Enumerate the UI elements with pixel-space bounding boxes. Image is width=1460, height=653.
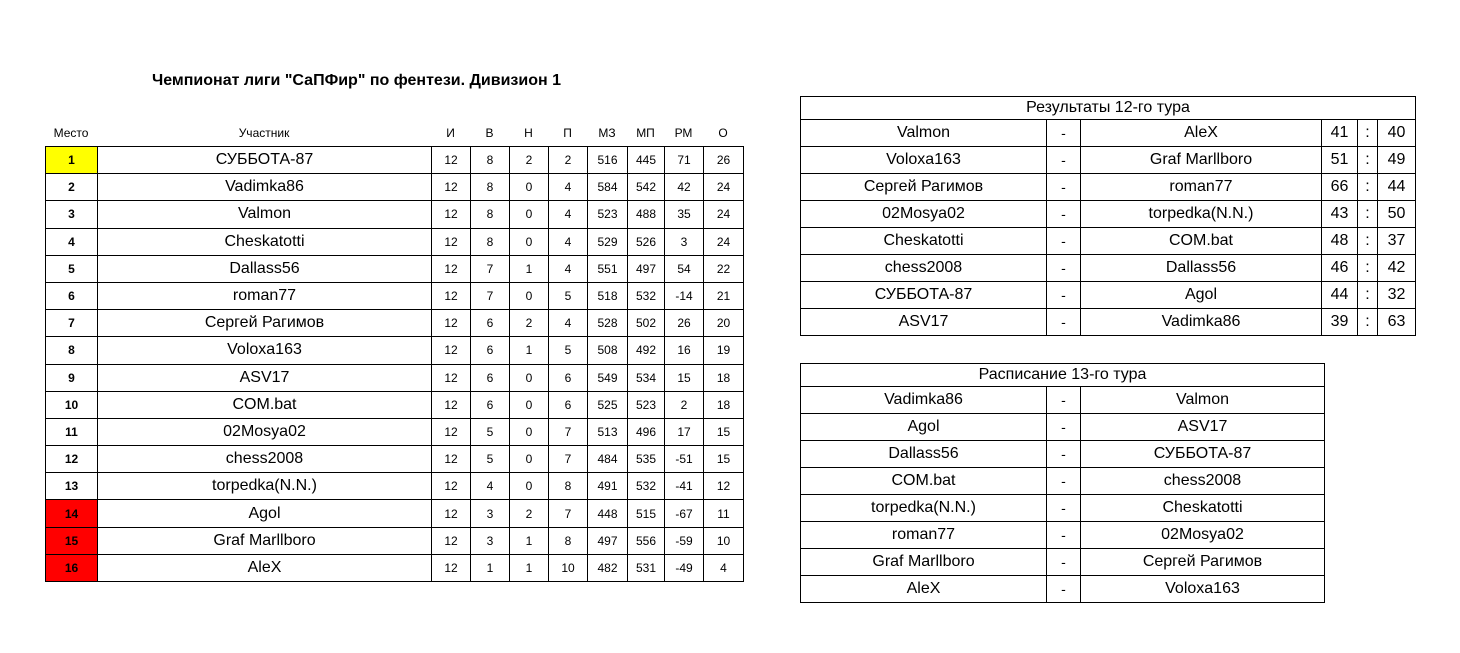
header-participant: Участник (238, 126, 290, 140)
schedule-cell-sep: - (1047, 576, 1081, 603)
results-cell-away: AleX (1081, 120, 1322, 147)
standings-cell-points: 19 (704, 337, 744, 364)
standings-cell-points: 24 (704, 174, 744, 201)
standings-cell-place: 6 (46, 282, 98, 309)
results-cell-away-score: 32 (1378, 282, 1416, 309)
standings-cell-games: 12 (432, 147, 471, 174)
results-row (801, 147, 1416, 174)
results-cell-away-score: 50 (1378, 201, 1416, 228)
standings-cell-points: 15 (704, 418, 744, 445)
results-cell-colon: : (1358, 174, 1378, 201)
standings-cell-conceded: 532 (628, 282, 665, 309)
results-cell-home: Voloxa163 (801, 147, 1047, 174)
standings-cell-draws: 2 (510, 310, 549, 337)
standings-cell-games: 12 (432, 282, 471, 309)
standings-cell-wins: 5 (471, 446, 510, 473)
schedule-row (801, 522, 1325, 549)
standings-cell-losses: 10 (549, 554, 588, 581)
standings-cell-draws: 0 (510, 391, 549, 418)
standings-cell-diff: 42 (665, 174, 704, 201)
standings-cell-draws: 0 (510, 446, 549, 473)
standings-cell-scored: 497 (588, 527, 628, 554)
results-cell-away: COM.bat (1081, 228, 1322, 255)
results-cell-home-score: 39 (1322, 309, 1358, 336)
standings-cell-place: 16 (46, 554, 98, 581)
standings-cell-diff: 17 (665, 418, 704, 445)
results-row (801, 120, 1416, 147)
results-cell-home-score: 48 (1322, 228, 1358, 255)
results-cell-home: 02Mosya02 (801, 201, 1047, 228)
schedule-cell-sep: - (1047, 495, 1081, 522)
results-cell-home-score: 44 (1322, 282, 1358, 309)
results-cell-away-score: 42 (1378, 255, 1416, 282)
schedule-cell-sep: - (1047, 387, 1081, 414)
standings-cell-scored: 518 (588, 282, 628, 309)
standings-cell-diff: 15 (665, 364, 704, 391)
results-cell-colon: : (1358, 309, 1378, 336)
header-diff: РМ (674, 126, 693, 140)
standings-cell-name: Agol (98, 500, 432, 527)
standings-cell-wins: 4 (471, 473, 510, 500)
standings-cell-losses: 4 (549, 310, 588, 337)
header-losses: П (563, 126, 572, 140)
standings-row (46, 174, 744, 201)
schedule-row (801, 576, 1325, 603)
standings-cell-points: 12 (704, 473, 744, 500)
results-cell-sep: - (1047, 147, 1081, 174)
standings-cell-games: 12 (432, 473, 471, 500)
standings-cell-scored: 523 (588, 201, 628, 228)
standings-cell-scored: 484 (588, 446, 628, 473)
results-cell-away-score: 63 (1378, 309, 1416, 336)
results-cell-home: chess2008 (801, 255, 1047, 282)
standings-cell-draws: 1 (510, 255, 549, 282)
standings-cell-place: 2 (46, 174, 98, 201)
standings-cell-scored: 516 (588, 147, 628, 174)
standings-cell-wins: 6 (471, 391, 510, 418)
standings-cell-wins: 8 (471, 147, 510, 174)
standings-cell-draws: 1 (510, 527, 549, 554)
standings-cell-games: 12 (432, 201, 471, 228)
results-cell-away-score: 40 (1378, 120, 1416, 147)
standings-cell-games: 12 (432, 255, 471, 282)
results-cell-sep: - (1047, 120, 1081, 147)
header-games: И (446, 126, 455, 140)
standings-cell-scored: 508 (588, 337, 628, 364)
results-cell-away: Dallass56 (1081, 255, 1322, 282)
standings-cell-diff: 35 (665, 201, 704, 228)
standings-cell-name: Cheskatotti (98, 228, 432, 255)
results-cell-away: Agol (1081, 282, 1322, 309)
standings-cell-points: 26 (704, 147, 744, 174)
standings-cell-place: 4 (46, 228, 98, 255)
standings-cell-wins: 8 (471, 228, 510, 255)
results-cell-colon: : (1358, 282, 1378, 309)
results-cell-home-score: 41 (1322, 120, 1358, 147)
standings-cell-name: AleX (98, 554, 432, 581)
schedule-cell-home: Graf Marllboro (801, 549, 1047, 576)
standings-cell-losses: 4 (549, 174, 588, 201)
standings-cell-name: chess2008 (98, 446, 432, 473)
standings-row (46, 201, 744, 228)
standings-cell-points: 11 (704, 500, 744, 527)
standings-cell-scored: 482 (588, 554, 628, 581)
standings-cell-games: 12 (432, 446, 471, 473)
results-cell-home-score: 66 (1322, 174, 1358, 201)
standings-cell-name: torpedka(N.N.) (98, 473, 432, 500)
standings-cell-name: Vadimka86 (98, 174, 432, 201)
standings-cell-points: 24 (704, 201, 744, 228)
standings-cell-diff: 2 (665, 391, 704, 418)
standings-cell-losses: 4 (549, 201, 588, 228)
standings-row (46, 500, 744, 527)
standings-cell-conceded: 531 (628, 554, 665, 581)
standings-header (45, 126, 745, 144)
standings-cell-diff: 26 (665, 310, 704, 337)
standings-cell-diff: -41 (665, 473, 704, 500)
page-title: Чемпионат лиги "СаПФир" по фентези. Дивизион 1 (152, 72, 561, 89)
standings-cell-place: 13 (46, 473, 98, 500)
results-cell-sep: - (1047, 255, 1081, 282)
standings-cell-conceded: 496 (628, 418, 665, 445)
schedule-cell-away: СУББОТА-87 (1081, 441, 1325, 468)
standings-cell-draws: 0 (510, 174, 549, 201)
schedule-cell-sep: - (1047, 549, 1081, 576)
standings-cell-name: ASV17 (98, 364, 432, 391)
standings-cell-wins: 3 (471, 527, 510, 554)
standings-cell-games: 12 (432, 391, 471, 418)
results-row (801, 228, 1416, 255)
schedule-row (801, 495, 1325, 522)
results-table (800, 96, 1416, 336)
standings-cell-losses: 6 (549, 391, 588, 418)
schedule-cell-sep: - (1047, 441, 1081, 468)
schedule-table (800, 363, 1325, 603)
standings-cell-conceded: 532 (628, 473, 665, 500)
schedule-cell-away: chess2008 (1081, 468, 1325, 495)
standings-cell-conceded: 523 (628, 391, 665, 418)
standings-cell-name: Valmon (98, 201, 432, 228)
standings-cell-wins: 8 (471, 174, 510, 201)
standings-row (46, 147, 744, 174)
standings-row (46, 255, 744, 282)
standings-cell-name: Graf Marllboro (98, 527, 432, 554)
standings-cell-name: COM.bat (98, 391, 432, 418)
standings-cell-place: 9 (46, 364, 98, 391)
standings-row (46, 310, 744, 337)
standings-cell-wins: 6 (471, 364, 510, 391)
standings-cell-losses: 4 (549, 228, 588, 255)
results-cell-sep: - (1047, 309, 1081, 336)
standings-cell-games: 12 (432, 418, 471, 445)
standings-cell-name: Сергей Рагимов (98, 310, 432, 337)
standings-cell-games: 12 (432, 554, 471, 581)
standings-row (46, 554, 744, 581)
standings-cell-scored: 549 (588, 364, 628, 391)
standings-cell-conceded: 526 (628, 228, 665, 255)
results-row (801, 201, 1416, 228)
results-cell-away: roman77 (1081, 174, 1322, 201)
header-wins: В (485, 126, 494, 140)
standings-cell-wins: 7 (471, 255, 510, 282)
standings-cell-scored: 491 (588, 473, 628, 500)
standings-cell-scored: 513 (588, 418, 628, 445)
schedule-cell-away: 02Mosya02 (1081, 522, 1325, 549)
standings-cell-name: roman77 (98, 282, 432, 309)
standings-cell-scored: 448 (588, 500, 628, 527)
standings-cell-diff: -14 (665, 282, 704, 309)
standings-cell-conceded: 534 (628, 364, 665, 391)
standings-cell-points: 18 (704, 364, 744, 391)
schedule-cell-away: Сергей Рагимов (1081, 549, 1325, 576)
schedule-cell-home: AleX (801, 576, 1047, 603)
header-place: Место (53, 126, 89, 140)
results-cell-sep: - (1047, 174, 1081, 201)
standings-cell-conceded: 488 (628, 201, 665, 228)
results-cell-colon: : (1358, 255, 1378, 282)
standings-cell-losses: 6 (549, 364, 588, 391)
standings-cell-place: 10 (46, 391, 98, 418)
schedule-cell-sep: - (1047, 522, 1081, 549)
schedule-cell-away: Cheskatotti (1081, 495, 1325, 522)
results-cell-sep: - (1047, 228, 1081, 255)
schedule-row (801, 441, 1325, 468)
standings-cell-conceded: 502 (628, 310, 665, 337)
standings-cell-games: 12 (432, 364, 471, 391)
standings-cell-points: 20 (704, 310, 744, 337)
standings-cell-points: 21 (704, 282, 744, 309)
standings-cell-wins: 5 (471, 418, 510, 445)
standings-cell-place: 15 (46, 527, 98, 554)
results-row (801, 255, 1416, 282)
standings-row (46, 364, 744, 391)
results-cell-home: ASV17 (801, 309, 1047, 336)
standings-cell-losses: 4 (549, 255, 588, 282)
results-cell-home: Valmon (801, 120, 1047, 147)
results-cell-sep: - (1047, 282, 1081, 309)
standings-cell-games: 12 (432, 310, 471, 337)
standings-cell-diff: -51 (665, 446, 704, 473)
results-cell-home-score: 43 (1322, 201, 1358, 228)
standings-cell-diff: -49 (665, 554, 704, 581)
standings-cell-losses: 7 (549, 418, 588, 445)
schedule-row (801, 549, 1325, 576)
standings-cell-name: Voloxa163 (98, 337, 432, 364)
standings-cell-diff: 3 (665, 228, 704, 255)
standings-cell-draws: 1 (510, 554, 549, 581)
standings-cell-losses: 7 (549, 446, 588, 473)
standings-cell-diff: -67 (665, 500, 704, 527)
standings-row (46, 282, 744, 309)
standings-cell-place: 3 (46, 201, 98, 228)
results-cell-colon: : (1358, 120, 1378, 147)
results-cell-away: Graf Marllboro (1081, 147, 1322, 174)
standings-cell-losses: 7 (549, 500, 588, 527)
standings-cell-name: СУББОТА-87 (98, 147, 432, 174)
standings-cell-games: 12 (432, 527, 471, 554)
results-cell-colon: : (1358, 228, 1378, 255)
standings-cell-points: 24 (704, 228, 744, 255)
results-row (801, 174, 1416, 201)
standings-cell-games: 12 (432, 337, 471, 364)
standings-cell-scored: 525 (588, 391, 628, 418)
schedule-cell-home: Vadimka86 (801, 387, 1047, 414)
schedule-cell-away: Valmon (1081, 387, 1325, 414)
standings-row (46, 391, 744, 418)
header-points: О (718, 126, 728, 140)
schedule-cell-home: COM.bat (801, 468, 1047, 495)
standings-cell-points: 10 (704, 527, 744, 554)
standings-cell-place: 7 (46, 310, 98, 337)
standings-cell-place: 12 (46, 446, 98, 473)
results-row (801, 282, 1416, 309)
results-cell-home-score: 51 (1322, 147, 1358, 174)
standings-cell-wins: 8 (471, 201, 510, 228)
standings-cell-conceded: 445 (628, 147, 665, 174)
standings-cell-diff: 71 (665, 147, 704, 174)
standings-cell-conceded: 556 (628, 527, 665, 554)
standings-cell-conceded: 492 (628, 337, 665, 364)
standings-cell-scored: 528 (588, 310, 628, 337)
schedule-row (801, 387, 1325, 414)
standings-cell-losses: 8 (549, 527, 588, 554)
results-row (801, 309, 1416, 336)
results-cell-home-score: 46 (1322, 255, 1358, 282)
standings-cell-diff: -59 (665, 527, 704, 554)
standings-cell-scored: 551 (588, 255, 628, 282)
standings-cell-name: Dallass56 (98, 255, 432, 282)
standings-cell-draws: 0 (510, 473, 549, 500)
schedule-cell-sep: - (1047, 414, 1081, 441)
results-cell-sep: - (1047, 201, 1081, 228)
standings-cell-wins: 6 (471, 310, 510, 337)
results-cell-away-score: 49 (1378, 147, 1416, 174)
standings-cell-place: 11 (46, 418, 98, 445)
standings-cell-losses: 5 (549, 282, 588, 309)
standings-cell-games: 12 (432, 500, 471, 527)
standings-cell-games: 12 (432, 174, 471, 201)
standings-cell-draws: 2 (510, 500, 549, 527)
schedule-cell-home: roman77 (801, 522, 1047, 549)
schedule-cell-home: torpedka(N.N.) (801, 495, 1047, 522)
standings-cell-place: 14 (46, 500, 98, 527)
standings-row (46, 228, 744, 255)
results-cell-away-score: 37 (1378, 228, 1416, 255)
schedule-cell-home: Dallass56 (801, 441, 1047, 468)
standings-cell-draws: 0 (510, 364, 549, 391)
standings-row (46, 473, 744, 500)
results-cell-colon: : (1358, 147, 1378, 174)
standings-cell-conceded: 542 (628, 174, 665, 201)
results-cell-colon: : (1358, 201, 1378, 228)
header-draws: Н (524, 126, 533, 140)
standings-cell-points: 18 (704, 391, 744, 418)
standings-row (46, 446, 744, 473)
standings-cell-draws: 0 (510, 228, 549, 255)
schedule-cell-home: Agol (801, 414, 1047, 441)
standings-row (46, 527, 744, 554)
results-cell-home: СУББОТА-87 (801, 282, 1047, 309)
standings-cell-scored: 529 (588, 228, 628, 255)
standings-cell-draws: 1 (510, 337, 549, 364)
standings-row (46, 337, 744, 364)
schedule-row (801, 414, 1325, 441)
standings-cell-conceded: 497 (628, 255, 665, 282)
schedule-row (801, 468, 1325, 495)
header-conceded: МП (636, 126, 655, 140)
standings-row (46, 418, 744, 445)
standings-cell-draws: 0 (510, 201, 549, 228)
results-cell-away: Vadimka86 (1081, 309, 1322, 336)
standings-cell-place: 8 (46, 337, 98, 364)
results-title: Результаты 12-го тура (801, 97, 1416, 120)
standings-cell-games: 12 (432, 228, 471, 255)
standings-cell-losses: 5 (549, 337, 588, 364)
standings-cell-conceded: 535 (628, 446, 665, 473)
standings-cell-wins: 6 (471, 337, 510, 364)
standings-cell-wins: 7 (471, 282, 510, 309)
standings-cell-scored: 584 (588, 174, 628, 201)
schedule-cell-sep: - (1047, 468, 1081, 495)
schedule-title: Расписание 13-го тура (801, 364, 1325, 387)
results-cell-home: Cheskatotti (801, 228, 1047, 255)
schedule-cell-away: Voloxa163 (1081, 576, 1325, 603)
header-scored: МЗ (598, 126, 616, 140)
schedule-cell-away: ASV17 (1081, 414, 1325, 441)
standings-cell-name: 02Mosya02 (98, 418, 432, 445)
standings-cell-place: 1 (46, 147, 98, 174)
standings-cell-wins: 1 (471, 554, 510, 581)
standings-cell-losses: 8 (549, 473, 588, 500)
standings-cell-diff: 16 (665, 337, 704, 364)
standings-cell-diff: 54 (665, 255, 704, 282)
results-cell-home: Сергей Рагимов (801, 174, 1047, 201)
standings-cell-draws: 2 (510, 147, 549, 174)
standings-cell-conceded: 515 (628, 500, 665, 527)
standings-cell-points: 22 (704, 255, 744, 282)
results-cell-away: torpedka(N.N.) (1081, 201, 1322, 228)
standings-table (45, 146, 744, 582)
standings-cell-place: 5 (46, 255, 98, 282)
standings-cell-draws: 0 (510, 418, 549, 445)
standings-cell-points: 4 (704, 554, 744, 581)
results-cell-away-score: 44 (1378, 174, 1416, 201)
standings-cell-losses: 2 (549, 147, 588, 174)
standings-cell-points: 15 (704, 446, 744, 473)
standings-cell-wins: 3 (471, 500, 510, 527)
standings-cell-draws: 0 (510, 282, 549, 309)
